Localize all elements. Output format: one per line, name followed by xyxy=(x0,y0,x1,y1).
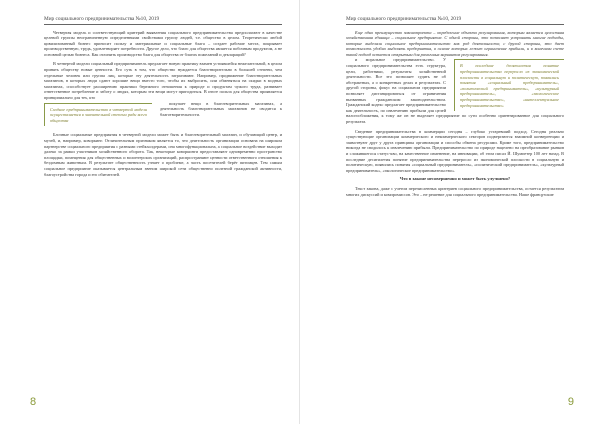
paragraph: и моральное предпринимательство. У социального предпринимательства есть структура, цели, работники, результаты хозяйственной деятельности. Все это позволяет судить не об абстрактных, а о конкретных делах и результатах. С другой стороны, фокус на социальном предприятии позволяет дистанцироваться от ограничения вызванных гражданским законодательством. Гражданский кодекс предлагает предпринимательство как деятельность, по извлечению прибыли для целей налогообложения, к тому же он не выделяет предприятие по сути особенно ориентированное для социального результата. xyxy=(346,57,564,124)
right-page xyxy=(300,0,600,424)
pull-quote: Сходное предпринимательство в четвертой модели осуществляется в значительной степени ради всего общества xyxy=(44,103,152,127)
paragraph: Сведение предпринимательства в коммерции сегодня – глубоко устаревший подход. Сегодня реально существующие организации коммерческого и некоммерческого секторов подвергаются взаимной конвергенции и заимствуют друг у друга принципы организации и способы обмена ресурсами. Кроме того, предпринимательство никогда не сводилось к извлечению прибыли. Предпринимательство по природе нацелено на преобразование рынков и сложившегося статус-кво, на качественное изменение, на инновации, об этом писал Й. Шумпетер 100 лет назад. В последние десятилетия понятие предпринимательства переросло из экономической плоскости в социальную и политическую, появились понятия «социальный предприниматель», «политический предприниматель», «культурный предприниматель», «экологическое предпринимательство». xyxy=(346,128,564,173)
pull-quote: В последние десятилетия понятие предпринимательства переросло из экономической плоскости в социальную и политическую, появились понятия «социальный предприниматель», «политический предприниматель», «культурный предприниматель», «экологическое предпринимательство», «интеллектуальное предпринимательство» xyxy=(454,59,564,111)
page-number: 9 xyxy=(567,396,574,408)
section-heading: Что в законе несовершенно и может быть улучшено? xyxy=(399,176,511,182)
paragraph: Блочные социальные предприятия в четвертой модели может быть и благотворительный магазин, и обучающий центр, и музей, и, например, коворкинг. Отличительным признаком является то, что деятельность организации основана на широком партнерстве социального предприятия с разными стейкхолдерами, она многофункциональна, а социальное воздействие выходит далеко за рамки участников хозяйственного оборота. Так, некоторые коворкинги предоставляют одновременно пространство площадки, помещения для общественных и волонтерских организаций, распространяют ценности ответственного отношения к бездомным животным. В результате общественность узнает о проблеме, а часть посетителей берёт питомцев. Тем самым социальное предприятие оказывается центральным звеном широкой сети общественно полезной гражданской активности, благоустройства города и его обитателей. xyxy=(44,132,282,177)
paragraph: Четвертая модель и соответствующий критерий выявления социального предпринимательства предполагают в качестве целевой группы неограниченную определенными свойствами группу людей, т.е. общество в целом. Теоретически любой цивилизованный бизнес приносит пользу и материальные и социальные блага – создает рабочие места, покрывает производственную, трудь, удовлетворяет потребности. Другое дело, что благо для общества является побочным продуктом, а не основной целью бизнеса. Как отличить производство блага для общества от благих пожеланий и деклараций? xyxy=(44,29,282,57)
paragraph: Текст закона, даже с учетом перечисленных критериев социального предпринимательства, остается результатом многих дискуссий и компромиссов. Это – не решение для социального предпринимательства. Наше французские xyxy=(346,185,564,197)
page-header: Мир социального предпринимательства №10, 2019 xyxy=(44,16,282,25)
paragraph: покупает вещи в благотворительных магазинах, а деятельность благотворительных магазинов не сводится к благотворительности. xyxy=(160,100,282,117)
page-header: Мир социального предпринимательства №10, 2019 xyxy=(346,16,564,25)
paragraph: В четвертой модели социальный предприниматель предлагает новую практику взамен устоявшейся нежелательной, в целом принять обществу новые ценности. Его суть в том, что общество нуждается благотворительно в большей степени, чем отдельные человек или группа лиц, которые эту деятельность затрагивают. Например, продвижение благотворительных магазинов, в которых люди сдают хорошие вещи вместо того, чтобы их выбросить, или обменяться на скидки в модных магазинах, способствует расширению практики бережного отношения к природе и продуктам чужого труда, развивает ответственное потребление и заботу о людях, которым эти вещи могут пригодиться. В итоге польза для общества проявляется принципиально для тех, кто xyxy=(44,61,282,101)
page-number: 8 xyxy=(30,396,37,408)
paragraph: Еще одно преимущество законопроекта – определение объекта регулирования, которым является целостная хозяйственная единица – социальное предприятие. С одной стороны, это позволяет устранить многие подходы, которые выделяли социальное предпринимательство как род деятельности; с другой стороны, это дает возможность удобно выделять предприятия, в основе которых лежит ограничение прибыли, и в конечном счете такой подход остается открытым для различных вариантов регулирования. xyxy=(346,29,564,57)
